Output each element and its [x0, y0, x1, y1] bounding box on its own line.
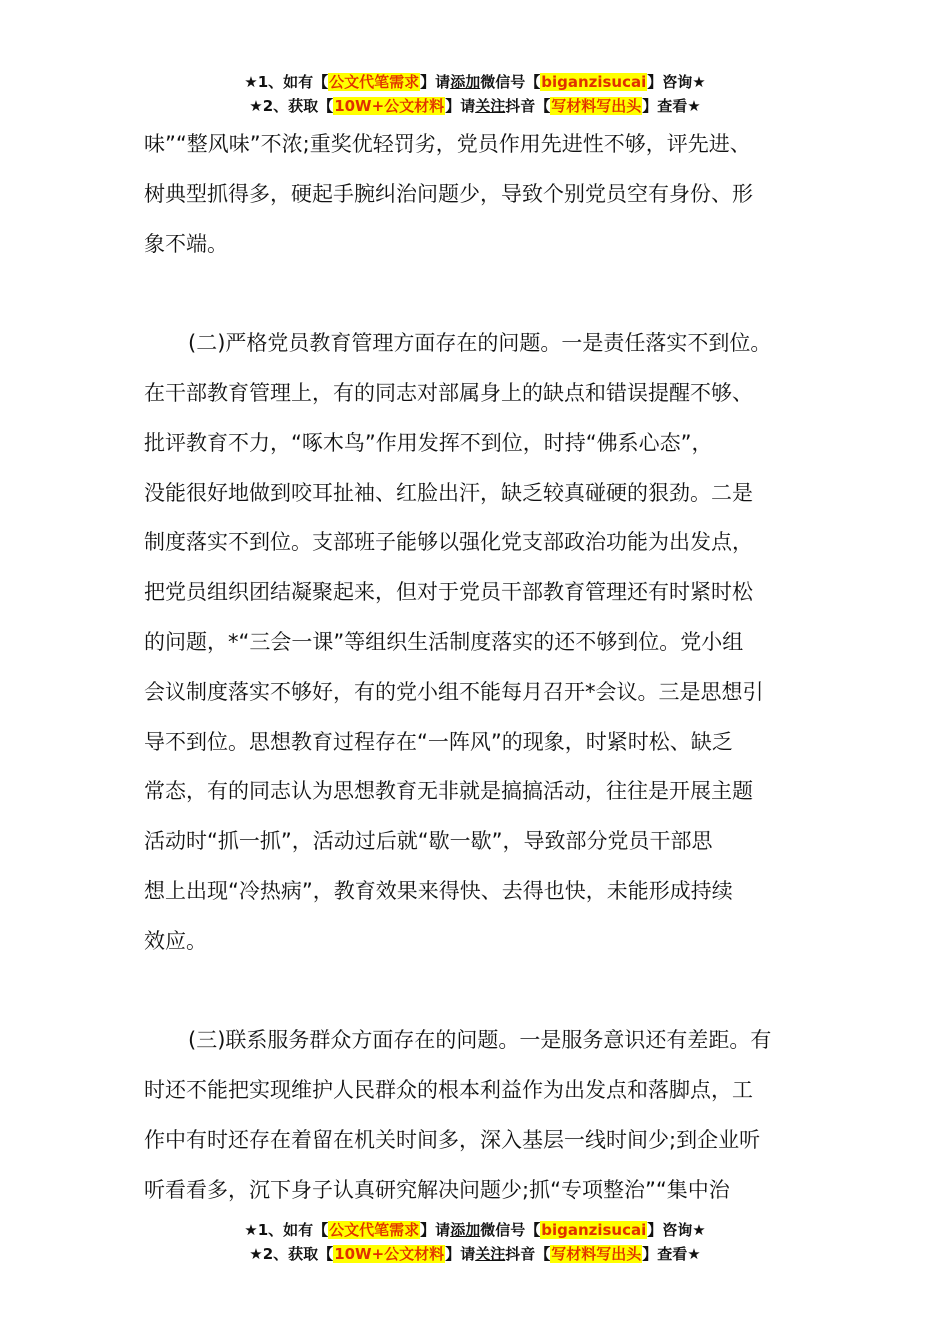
- text-line: 没能很好地做到咬耳扯袖、红脸出汗，缺乏较真碰硬的狠劲。二是: [144, 480, 753, 505]
- banner-highlight: 写材料写出头: [551, 97, 642, 115]
- paragraph-gap: [144, 967, 814, 1017]
- banner-line-1: [0, 70, 950, 94]
- banner-highlight: biganzisucai: [541, 1221, 647, 1239]
- bottom-banner: [0, 1218, 950, 1266]
- text-line: 听看看多，沉下身子认真研究解决问题少;抓“专项整治”“集中治: [144, 1177, 730, 1202]
- banner-text: 】查看★: [642, 97, 701, 115]
- text-line: 导不到位。思想教育过程存在“一阵风”的现象，时紧时松、缺乏: [144, 729, 733, 754]
- text-line: 象不端。: [144, 231, 228, 256]
- banner-line-2: [0, 94, 950, 118]
- banner-text: ★1、如有【: [244, 73, 329, 91]
- text-line: 效应。: [144, 928, 207, 953]
- text-line: 批评教育不力，“啄木鸟”作用发挥不到位，时持“佛系心态”，: [144, 430, 713, 455]
- text-line: 的问题，*“三会一课”等组织生活制度落实的还不够到位。党小组: [144, 629, 744, 654]
- banner-text: ★2、获取【: [249, 97, 334, 115]
- banner-text: 抖音【: [505, 97, 551, 115]
- paragraph-gap: [144, 269, 814, 319]
- banner-emphasis: 关注: [475, 97, 506, 115]
- banner-text: ★1、如有【: [244, 1221, 329, 1239]
- banner-line-2: [0, 1242, 950, 1266]
- text-line: 把党员组织团结凝聚起来，但对于党员干部教育管理还有时紧时松: [144, 580, 753, 605]
- top-banner: [0, 70, 950, 118]
- banner-text: 】请: [445, 97, 476, 115]
- banner-text: 】请: [420, 73, 451, 91]
- text-line: 制度落实不到位。支部班子能够以强化党支部政治功能为出发点，: [144, 530, 753, 555]
- text-line: 树典型抓得多，硬起手腕纠治问题少，导致个别党员空有身份、形: [144, 181, 753, 206]
- banner-text: 】请: [445, 1245, 476, 1263]
- banner-text: ★2、获取【: [249, 1245, 334, 1263]
- banner-highlight: 公文代笔需求: [329, 73, 420, 91]
- banner-emphasis: 添加: [450, 1221, 481, 1239]
- banner-highlight: 10W+公文材料: [334, 1245, 445, 1263]
- document-body: [144, 120, 814, 1216]
- text-line: 在干部教育管理上，有的同志对部属身上的缺点和错误提醒不够、: [144, 380, 753, 405]
- text-line: (三)联系服务群众方面存在的问题。一是服务意识还有差距。有: [188, 1028, 772, 1053]
- paragraph-3: [144, 1016, 814, 1215]
- banner-highlight: 10W+公文材料: [334, 97, 445, 115]
- text-line: 想上出现“冷热病”，教育效果来得快、去得也快，未能形成持续: [144, 878, 733, 903]
- text-line: 活动时“抓一抓”，活动过后就“歇一歇”，导致部分党员干部思: [144, 829, 713, 854]
- banner-highlight: biganzisucai: [541, 73, 647, 91]
- banner-text: 微信号【: [480, 1221, 541, 1239]
- text-line: 常态，有的同志认为思想教育无非就是搞搞活动，往往是开展主题: [144, 779, 753, 804]
- banner-text: 】请: [420, 1221, 451, 1239]
- banner-text: 微信号【: [480, 73, 541, 91]
- banner-text: 】查看★: [642, 1245, 701, 1263]
- banner-highlight: 写材料写出头: [551, 1245, 642, 1263]
- text-line: 作中有时还存在着留在机关时间多，深入基层一线时间少;到企业听: [144, 1127, 761, 1152]
- banner-line-1: [0, 1218, 950, 1242]
- paragraph-2: [144, 319, 814, 966]
- text-line: 会议制度落实不够好，有的党小组不能每月召开*会议。三是思想引: [144, 679, 764, 704]
- text-line: 味”“整风味”不浓;重奖优轻罚劣，党员作用先进性不够，评先进、: [144, 132, 751, 156]
- banner-text: 抖音【: [505, 1245, 551, 1263]
- banner-emphasis: 添加: [450, 73, 481, 91]
- paragraph-1: [144, 120, 814, 269]
- banner-highlight: 公文代笔需求: [329, 1221, 420, 1239]
- text-line: (二)严格党员教育管理方面存在的问题。一是责任落实不到位。: [188, 331, 772, 356]
- banner-text: 】咨询★: [647, 1221, 706, 1239]
- banner-text: 】咨询★: [647, 73, 706, 91]
- text-line: 时还不能把实现维护人民群众的根本利益作为出发点和落脚点，工: [144, 1078, 753, 1103]
- banner-emphasis: 关注: [475, 1245, 506, 1263]
